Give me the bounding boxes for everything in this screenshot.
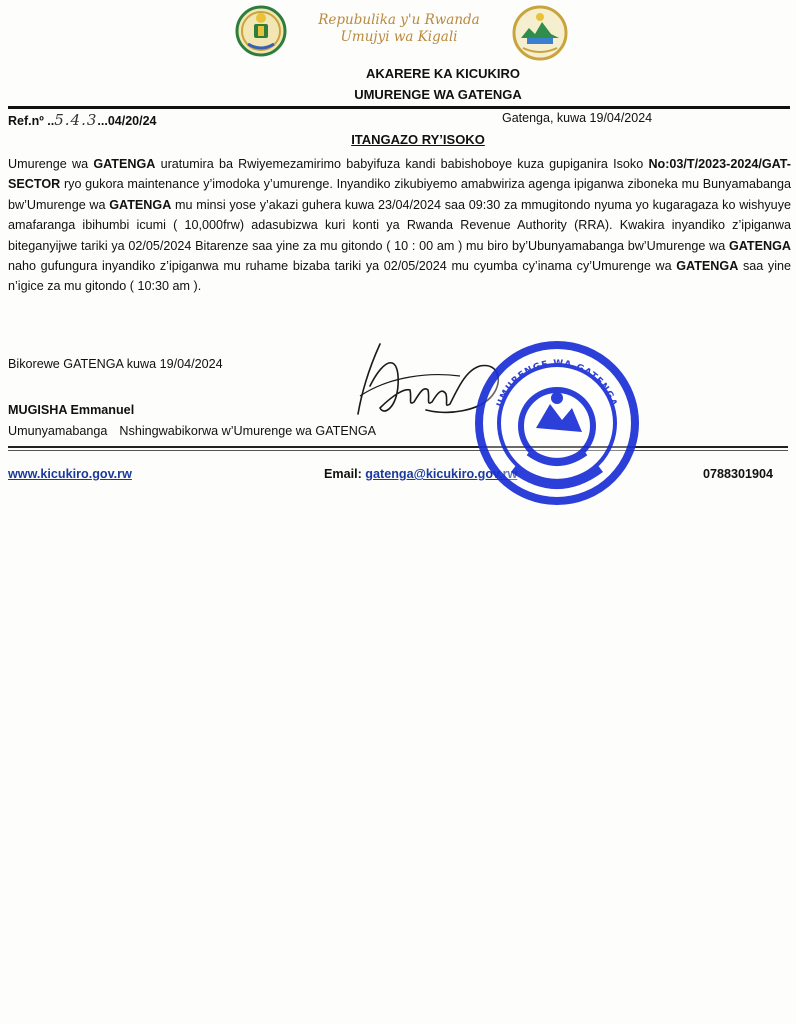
sector-name: UMURENGE WA GATENGA <box>354 87 522 102</box>
body-text: saa yine n’igice za mu gitondo ( 10:30 am ). <box>8 259 791 294</box>
signer-role-detail: Nshingwabikorwa w’Umurenge wa GATENGA <box>119 424 377 438</box>
sector-highlight: GATENGA <box>728 238 791 253</box>
reference-label: Ref.nº .. <box>8 114 55 128</box>
body-text: uratumira ba Rwiyemezamirimo babyifuza kandi babishoboye kuza gupiganira Isoko <box>155 157 649 171</box>
email-label: Email: <box>324 467 366 481</box>
notice-body <box>8 154 791 297</box>
footer-divider-thin <box>8 450 788 451</box>
handwritten-reference: 5.4.3 <box>54 111 98 129</box>
rwanda-coat-of-arms-icon <box>232 4 290 58</box>
district-name: AKARERE KA KICUKIRO <box>365 66 521 81</box>
sector-highlight: GATENGA <box>93 157 156 171</box>
body-text: ryo gukora maintenance y’imodoka y’umurenge. Inyandiko zikubiyemo amabwiriza agenga ipiganwa ziboneka mu Bunyamabanga bw’Umurenge wa <box>8 177 791 212</box>
city-line: Umujyi wa Kigali <box>340 29 458 45</box>
republic-line: Repubulika y'u Rwanda <box>318 12 480 28</box>
kigali-city-seal-icon <box>509 4 571 62</box>
header-divider <box>8 106 790 109</box>
notice-title: ITANGAZO RY’ISOKO <box>351 132 485 147</box>
body-text: naho gufungura inyandiko z’ipiganwa mu ruhame bizaba tariki ya 02/05/2024 mu cyumba cy’inama cy’Umurenge wa <box>8 259 677 274</box>
footer-divider <box>8 446 788 448</box>
reference-suffix: ...04/20/24 <box>97 114 157 128</box>
sector-highlight: GATENGA <box>109 197 172 212</box>
phone-number: 0788301904 <box>703 467 774 481</box>
body-text: mu minsi yose y’akazi guhera kuwa 23/04/2024 saa 09:30 za mmugitondo nyuma yo kugaragaza ko wishyuye amafaranga ibihumbi icumi ( 10,000frw) adasubizwa kuri konti ya Rwanda Revenue Authority (RRA). Kwakira inyandiko z’ipiganwa biteganyijwe tariki ya 02/05/2024 Bitarenze saa yine za mu gitondo ( 10 : 00 am ) mu biro by’Ubunyamabanga bw’Umurenge wa <box>8 197 791 253</box>
signer-role <box>8 424 376 438</box>
sector-highlight: GATENGA <box>676 259 739 274</box>
official-stamp <box>474 340 640 506</box>
republic-header <box>296 12 502 46</box>
email-link[interactable]: gatenga@kicukiro.gov.rw <box>365 467 518 481</box>
stamp-text: UMURENGE WA GATENGA <box>495 358 619 409</box>
issue-date: Gatenga, kuwa 19/04/2024 <box>502 111 653 125</box>
place-and-date: Bikorewe GATENGA kuwa 19/04/2024 <box>8 357 223 371</box>
signer-role-title: Umunyamabanga <box>8 424 108 438</box>
reference-number <box>8 111 156 129</box>
website-link[interactable]: www.kicukiro.gov.rw <box>8 467 132 481</box>
body-text: Umurenge wa <box>8 157 94 171</box>
tender-number: No:03/T/2023-2024/GAT-SECTOR <box>8 157 791 192</box>
signer-name: MUGISHA Emmanuel <box>8 403 135 417</box>
